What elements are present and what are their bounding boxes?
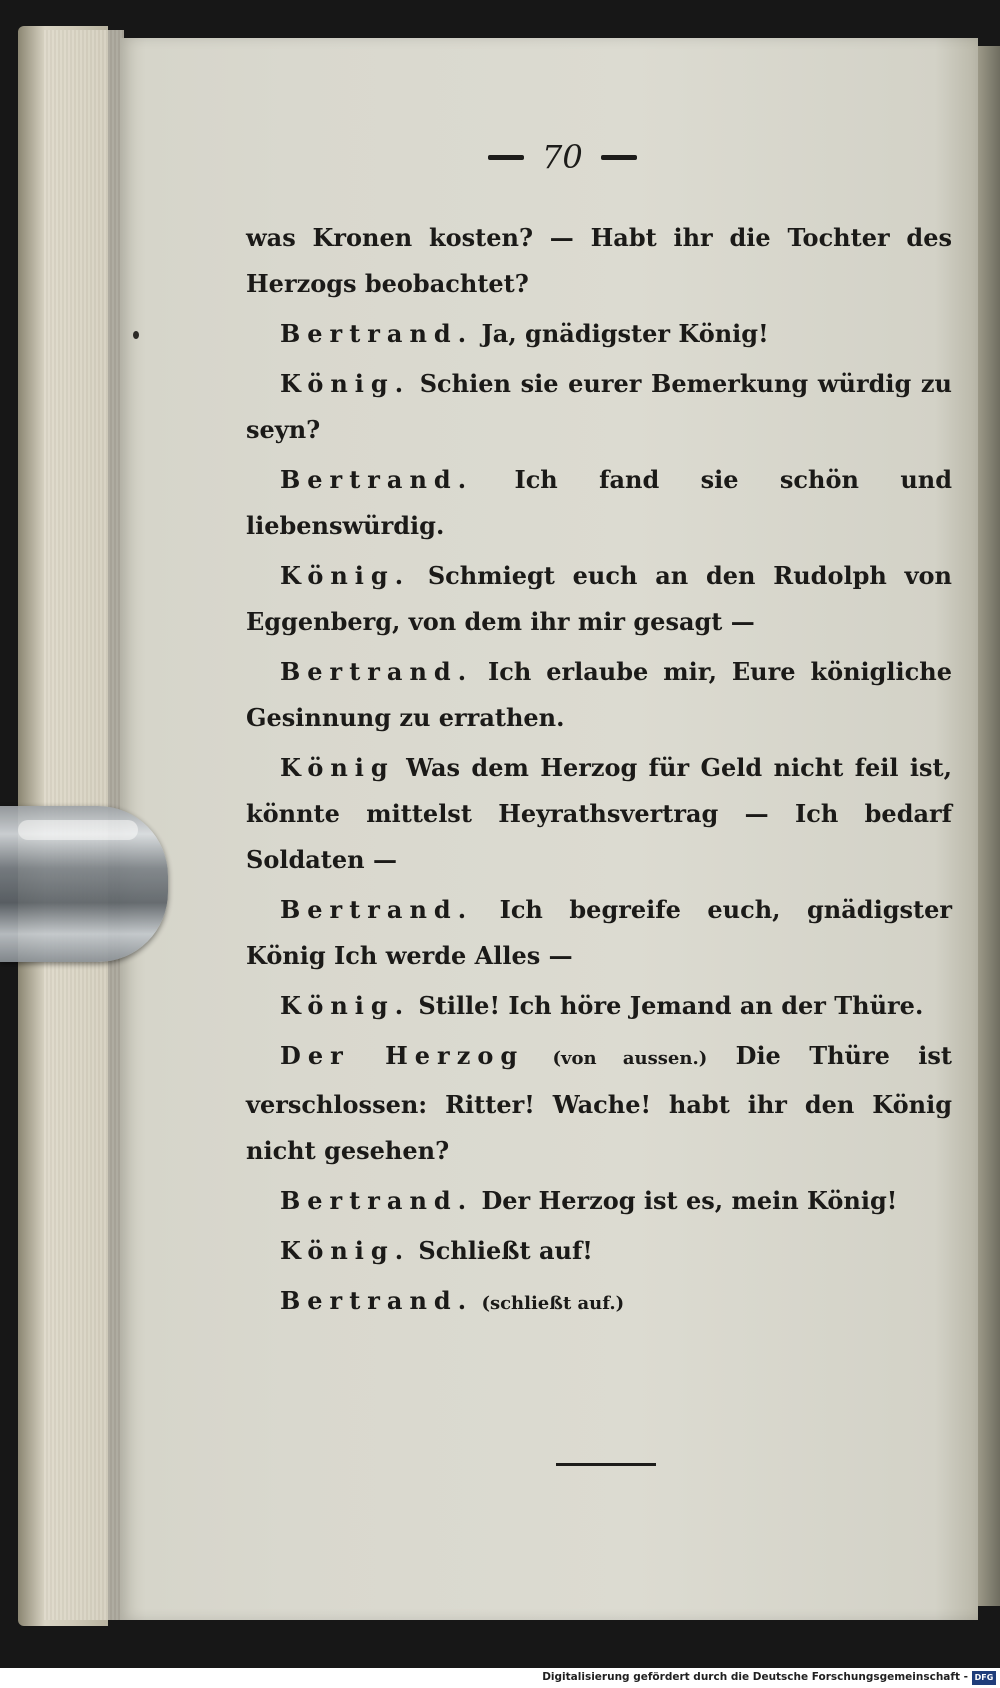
- page-number: [488, 138, 688, 176]
- dialogue-text: Was dem Herzog für Geld nicht feil ist, könnte mittelst Heyrathsvertrag — Ich bedarf Soldaten —: [246, 753, 952, 874]
- page-clip: [0, 806, 168, 962]
- dialogue-text: Stille! Ich höre Jemand an der Thüre.: [418, 991, 924, 1020]
- speaker-name: König.: [280, 561, 411, 590]
- dialogue-paragraph: [246, 457, 952, 549]
- dialogue-paragraph: [246, 745, 952, 883]
- dialogue-text: Schmiegt euch an den Rudolph von Eggenberg, von dem ihr mir gesagt —: [246, 561, 952, 636]
- stage-direction: (von aussen.): [552, 1048, 708, 1069]
- margin-mark: [133, 331, 139, 339]
- speaker-name: König.: [280, 1236, 411, 1265]
- dialogue-paragraph: [246, 215, 952, 307]
- dfg-logo: DFG: [972, 1671, 996, 1685]
- speaker-name: Bertrand.: [280, 657, 474, 686]
- speaker-name: Bertrand.: [280, 895, 474, 924]
- page-text: [246, 215, 952, 1331]
- page-clip-highlight: [18, 820, 138, 840]
- dialogue-paragraph: [246, 311, 952, 357]
- speaker-name: König.: [280, 991, 411, 1020]
- dialogue-text: Ja, gnädigster König!: [481, 319, 769, 348]
- dialogue-paragraph: [246, 361, 952, 453]
- speaker-name: Der Herzog: [280, 1041, 525, 1070]
- dialogue-paragraph: [246, 1033, 952, 1174]
- funding-credit: Digitalisierung gefördert durch die Deutsche Forschungsgemeinschaft -: [542, 1671, 968, 1683]
- page-number-value: 70: [542, 138, 583, 176]
- page-right-edge: [978, 46, 1000, 1606]
- dialogue-paragraph: [246, 553, 952, 645]
- dialogue-text: Schließt auf!: [418, 1236, 593, 1265]
- speaker-name: Bertrand.: [280, 1286, 474, 1315]
- dialogue-text: Ich erlaube mir, Eure königliche Gesinnung zu errathen.: [246, 657, 953, 732]
- stage-direction: (schließt auf.): [481, 1293, 625, 1314]
- footer-bar: [0, 1668, 1000, 1688]
- dialogue-paragraph: [246, 983, 952, 1029]
- speaker-name: König.: [280, 369, 411, 398]
- speaker-name: Bertrand.: [280, 465, 474, 494]
- dialogue-paragraph: [246, 887, 952, 979]
- dialogue-text: Die Thüre ist verschlossen: Ritter! Wache! habt ihr den König nicht gesehen?: [246, 1041, 952, 1165]
- page-number-dash-left: [488, 155, 524, 160]
- dialogue-text: Schien sie eurer Bemerkung würdig zu seyn?: [246, 369, 953, 444]
- dialogue-paragraph: [246, 1178, 952, 1224]
- dialogue-text: was Kronen kosten? — Habt ihr die Tochter des Herzogs beobachtet?: [246, 223, 952, 298]
- dialogue-text: Ich begreife euch, gnädigster König Ich werde Alles —: [246, 895, 952, 970]
- dialogue-paragraph: [246, 1228, 952, 1274]
- speaker-name: Bertrand.: [280, 319, 474, 348]
- end-rule: [556, 1463, 656, 1466]
- dialogue-text: Ich fand sie schön und liebenswürdig.: [246, 465, 952, 540]
- dialogue-text: Der Herzog ist es, mein König!: [481, 1186, 898, 1215]
- speaker-name: König: [280, 753, 395, 782]
- speaker-name: Bertrand.: [280, 1186, 474, 1215]
- dialogue-paragraph: [246, 1278, 952, 1327]
- page-number-dash-right: [601, 155, 637, 160]
- dialogue-paragraph: [246, 649, 952, 741]
